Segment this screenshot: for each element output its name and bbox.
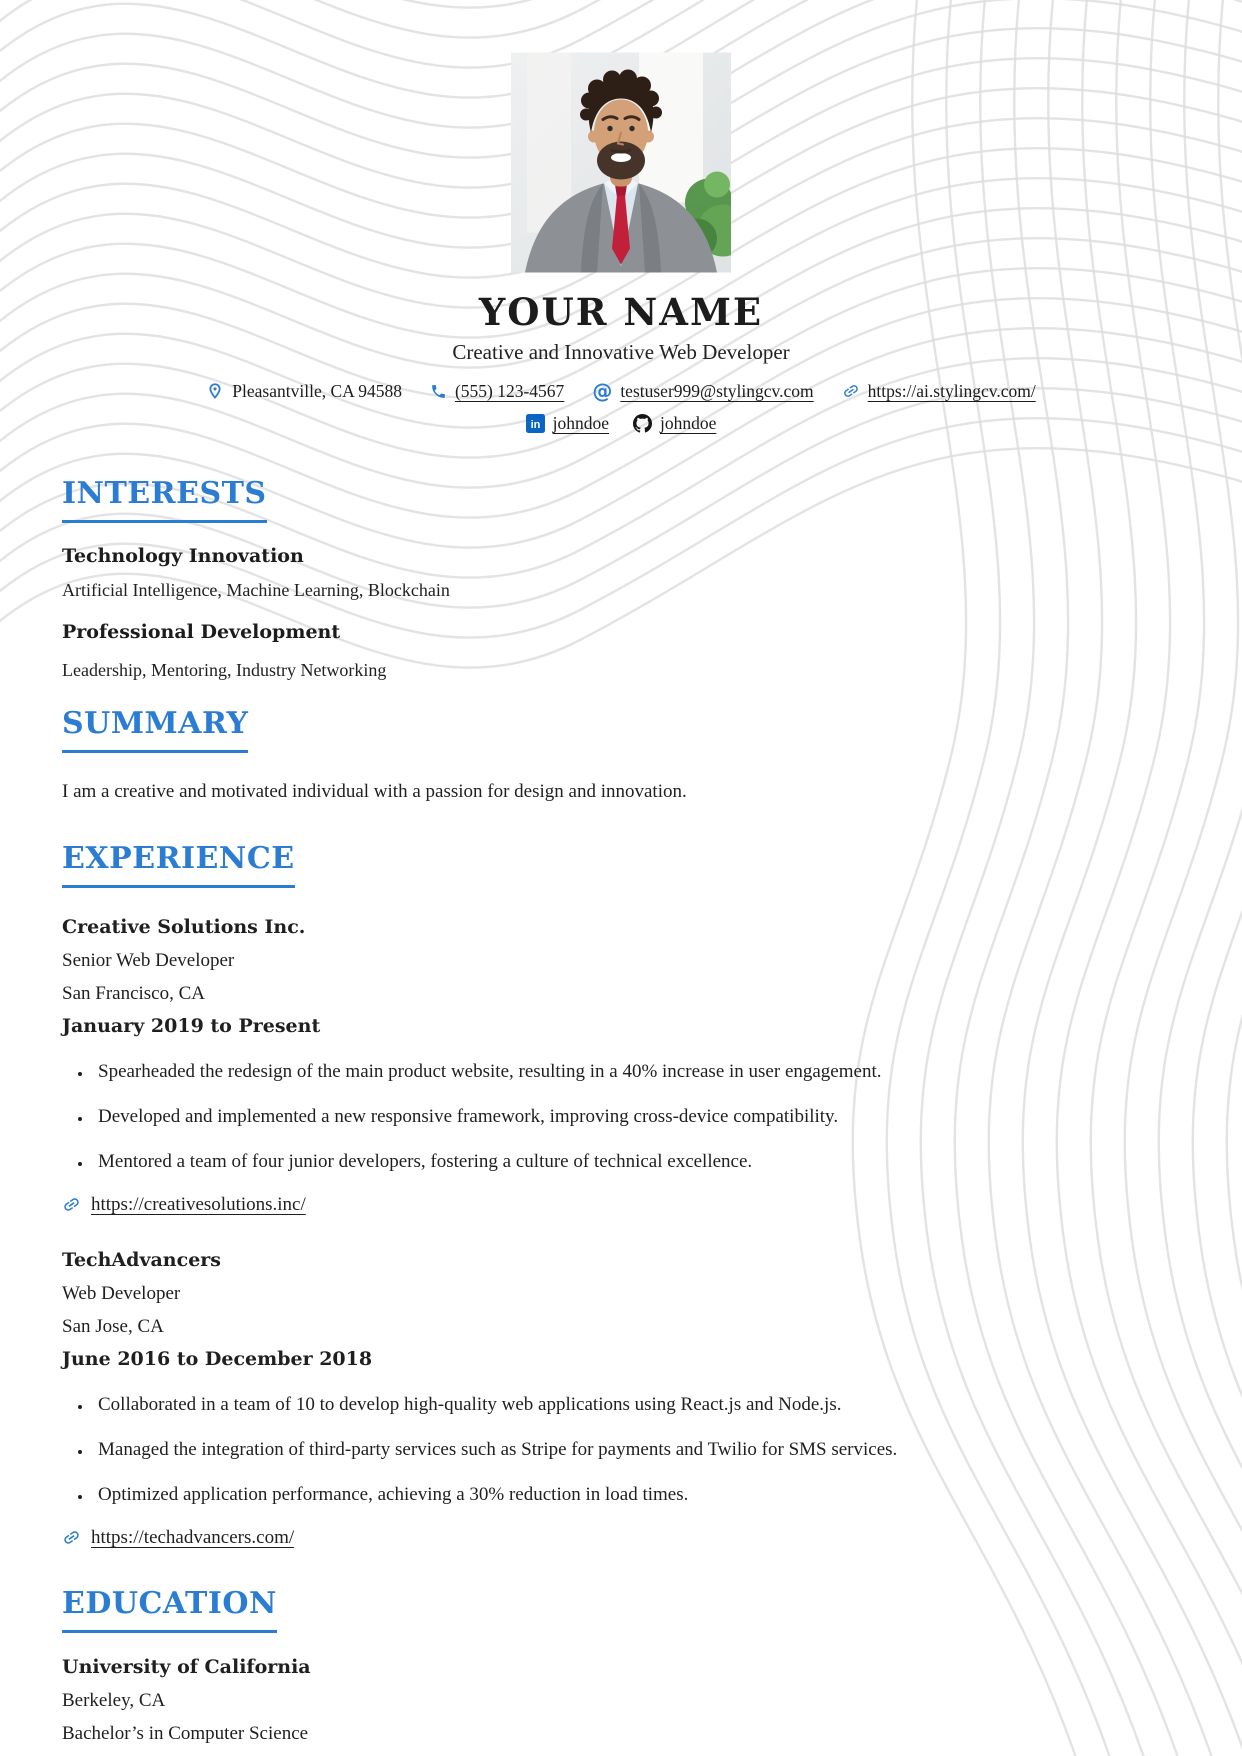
experience-entry bbox=[62, 911, 1180, 1216]
github-link[interactable] bbox=[633, 413, 716, 434]
education-school: University of California bbox=[62, 1655, 311, 1678]
link-chain-icon bbox=[62, 1528, 81, 1547]
summary-text: I am a creative and motivated individual with a passion for design and innovation. bbox=[62, 780, 687, 802]
candidate-job-title: Creative and Innovative Web Developer bbox=[452, 339, 790, 364]
job-bullet: • Collaborated in a team of 10 to develop high-quality web applications using React.js and Node.js. bbox=[92, 1392, 1180, 1418]
company-name: TechAdvancers bbox=[62, 1248, 221, 1271]
job-role: Senior Web Developer bbox=[62, 949, 235, 971]
interest-description: Artificial Intelligence, Machine Learning, Blockchain bbox=[62, 579, 450, 600]
job-bullet-list bbox=[62, 1059, 1180, 1175]
phone-link[interactable] bbox=[430, 381, 564, 402]
at-icon: @ bbox=[592, 379, 613, 404]
email-link[interactable] bbox=[592, 381, 813, 402]
social-row bbox=[0, 413, 1242, 434]
resume-header bbox=[0, 0, 1242, 434]
location-text: Pleasantville, CA 94588 bbox=[232, 380, 402, 401]
job-bullet: • Optimized application performance, achieving a 30% reduction in load times. bbox=[92, 1482, 1180, 1508]
experience-heading: EXPERIENCE bbox=[62, 841, 295, 888]
company-website-link[interactable]: https://creativesolutions.inc/ bbox=[91, 1193, 306, 1215]
job-role: Web Developer bbox=[62, 1282, 181, 1304]
location-pin-icon bbox=[206, 382, 224, 400]
interest-title: Technology Innovation bbox=[62, 544, 304, 567]
phone-text: (555) 123-4567 bbox=[454, 380, 565, 401]
website-link[interactable] bbox=[842, 381, 1036, 402]
email-text: testuser999@stylingcv.com bbox=[620, 380, 814, 401]
job-dates: June 2016 to December 2018 bbox=[62, 1347, 373, 1370]
website-text: https://ai.stylingcv.com/ bbox=[867, 380, 1036, 401]
svg-text:in: in bbox=[530, 418, 540, 431]
section-interests bbox=[62, 434, 1180, 682]
interest-description: Leadership, Mentoring, Industry Networking bbox=[62, 659, 387, 680]
summary-heading: SUMMARY bbox=[62, 706, 248, 753]
candidate-name: YOUR NAME bbox=[478, 290, 764, 334]
job-bullet: • Mentored a team of four junior developers, fostering a culture of technical excellence. bbox=[92, 1149, 1180, 1175]
contact-row bbox=[0, 381, 1242, 402]
job-bullet: • Spearheaded the redesign of the main product website, resulting in a 40% increase in user engagement. bbox=[92, 1059, 1180, 1085]
link-chain-icon bbox=[62, 1195, 81, 1214]
github-username: johndoe bbox=[660, 412, 717, 433]
profile-photo bbox=[511, 52, 731, 273]
phone-icon bbox=[430, 383, 447, 400]
company-link-row bbox=[62, 1527, 1180, 1549]
company-link-row bbox=[62, 1194, 1180, 1216]
job-location: San Francisco, CA bbox=[62, 982, 206, 1004]
job-location: San Jose, CA bbox=[62, 1315, 164, 1337]
section-education bbox=[62, 1549, 1180, 1750]
interest-title: Professional Development bbox=[62, 620, 341, 643]
github-icon bbox=[633, 414, 652, 433]
job-bullet-list bbox=[62, 1392, 1180, 1508]
education-location: Berkeley, CA bbox=[62, 1689, 166, 1711]
location-item bbox=[206, 381, 402, 402]
section-experience bbox=[62, 805, 1180, 1549]
resume-body bbox=[0, 434, 1242, 1750]
company-name: Creative Solutions Inc. bbox=[62, 915, 306, 938]
job-bullet: • Developed and implemented a new responsive framework, improving cross-device compatibility. bbox=[92, 1104, 1180, 1130]
job-bullet: • Managed the integration of third-party services such as Stripe for payments and Twilio for SMS services. bbox=[92, 1437, 1180, 1463]
education-degree: Bachelor’s in Computer Science bbox=[62, 1722, 309, 1744]
education-heading: EDUCATION bbox=[62, 1586, 277, 1633]
interests-heading: INTERESTS bbox=[62, 476, 267, 523]
linkedin-link[interactable] bbox=[526, 413, 609, 434]
experience-entry bbox=[62, 1244, 1180, 1549]
job-dates: January 2019 to Present bbox=[62, 1014, 321, 1037]
link-chain-icon bbox=[842, 382, 860, 400]
linkedin-username: johndoe bbox=[552, 412, 609, 433]
section-summary bbox=[62, 682, 1180, 805]
company-website-link[interactable]: https://techadvancers.com/ bbox=[91, 1526, 295, 1548]
linkedin-icon bbox=[526, 414, 545, 433]
